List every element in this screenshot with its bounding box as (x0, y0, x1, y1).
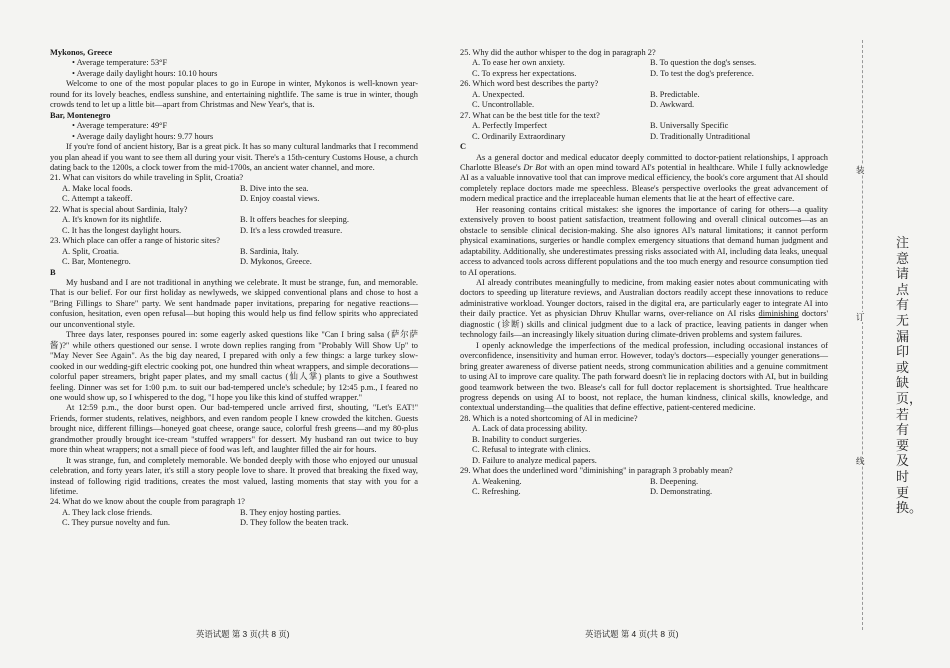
question-21-stem: 21. What can visitors do while traveling in Split, Croatia? (50, 173, 244, 183)
book-title: Dr Bot (523, 162, 547, 172)
right-column (460, 48, 828, 497)
question-23-options (50, 247, 418, 268)
option-c: C. Ordinarily Extraordinary (472, 131, 566, 141)
option-b: B. It offers beaches for sleeping. (240, 215, 349, 225)
option-a: A. Split, Croatia. (62, 246, 119, 256)
option-a: A. Weakening. (472, 476, 522, 486)
option-c: C. Bar, Montenegro. (62, 257, 131, 267)
option-b: B. Predictable. (650, 89, 700, 99)
option-d: D. Enjoy coastal views. (240, 194, 320, 204)
paragraph-text: AI already contributes meaningfully to medicine, from making easier notes about communicating with doctors to speeding up literature reviews, and Australian doctors readily accept these innovations to reduce administrative workload. Younger doctors, raised in the digital era, are particularly eager to integrate AI into their daily practice. Yet as physician Dhruv Khullar warns, over-reliance on AI risks (460, 277, 828, 319)
question-27-stem: 27. What can be the best title for the text? (460, 110, 600, 120)
option-d: D. Traditionally Untraditional (650, 131, 751, 141)
question-23-stem: 23. Which place can offer a range of historic sites? (50, 236, 220, 246)
option-d: D. They follow the beaten track. (240, 518, 349, 528)
option-c: C. Refusal to integrate with clinics. (472, 445, 591, 455)
dashed-cut-line (862, 40, 863, 630)
question-26-options (460, 90, 828, 111)
question-27-options (460, 121, 828, 142)
option-c: C. Refreshing. (472, 487, 521, 497)
option-d: D. It's a less crowded treasure. (240, 225, 343, 235)
option-c: C. Uncontrollable. (472, 100, 535, 110)
question-22-options (50, 215, 418, 236)
binding-mark-xian: 线 (856, 456, 865, 466)
bar-heading: Bar, Montenegro (50, 110, 111, 120)
option-c: C. It has the longest daylight hours. (62, 225, 182, 235)
mykonos-temperature: • Average temperature: 53°F (72, 58, 168, 68)
paragraph-text: doctors' diagnostic (诊断) skills and clinical judgment due to a lack of practice, leaving patients in danger when technology fails—an increasingly likely situation during climate-driven problems and system failures. (460, 309, 828, 340)
question-21-options (50, 184, 418, 205)
option-d: D. To test the dog's preference. (650, 68, 754, 78)
option-b: B. Universally Specific (650, 121, 729, 131)
option-b: B. Inability to conduct surgeries. (472, 434, 582, 444)
option-c: C. To express her expectations. (472, 68, 577, 78)
option-a: A. It's known for its nightlife. (62, 215, 162, 225)
question-25-options (460, 58, 828, 79)
mykonos-daylight: • Average daily daylight hours: 10.10 hours (72, 68, 218, 78)
option-b: B. Sardinia, Italy. (240, 246, 299, 256)
left-column (50, 48, 418, 529)
paragraph-text: As a general doctor and medical educator deeply committed to doctor-patient relationships, I approach Charlotte Blease's (460, 152, 828, 172)
option-d: D. Demonstrating. (650, 487, 713, 497)
binding-mark-ding: 订 (856, 312, 865, 322)
question-26-stem: 26. Which word best describes the party? (460, 79, 599, 89)
option-d: D. Failure to analyze medical papers. (472, 455, 597, 465)
passage-b-paragraph-1: My husband and I are not traditional in anything we celebrate. It must be strange, fun, and memorable. That is our belief. For our first holiday as newlyweds, we skipped conventional plans and chose to host a "Bring Fillings to Share" party. We sent handmade paper invitations, preparing for negative reactions—confusion, hesitation, even open refusal—but hoping this would help us find fellow spirits who appreciated our unconventional style. (50, 277, 418, 329)
option-a: A. To ease her own anxiety. (472, 58, 565, 68)
underlined-word: diminishing (758, 309, 799, 319)
option-a: A. Unexpected. (472, 89, 525, 99)
question-29-stem: 29. What does the underlined word "diminishing" in paragraph 3 probably mean? (460, 466, 733, 476)
passage-b-paragraph-3: At 12:59 p.m., the door burst open. Our bad-tempered uncle arrived first, shouting, "Let's EAT!" Friends, former students, relatives, neighbors, and even random people I knew crowded the kitchen. Guests brought nice, different fillings—honeyed goat cheese, orange sauce, colorful fresh greens—and my 80-plus grandmother proudly brought ice-cream "stuffed wrappers" for dessert. My husband ran out twice to buy more thin wheat wrappers; not a small piece of food was left, and laughter filled the air for hours. (50, 403, 418, 455)
passage-c-paragraph-2: Her reasoning contains critical mistakes: she ignores the importance of caring for others—a quality extensively proven to boost patient satisfaction, treatment following and overall clinical outcomes—as an obstacle to sensible clinical decision-making. She also ignores AI's natural limitations; it cannot perform physical examinations, surgeries or handle complex emergency situations that demand human judgment and adaptability. Additionally, she underestimates pressing risks associated with AI, including data leaks, unequal access to advanced tools across different populations and the too much energy and resource consumption tied to AI operations. (460, 204, 828, 277)
bar-temperature: • Average temperature: 49°F (72, 121, 168, 131)
option-c: C. They pursue novelty and fun. (62, 518, 171, 528)
question-29-options (460, 477, 828, 498)
mykonos-heading: Mykonos, Greece (50, 48, 113, 57)
binding-notice: 注意请点有无漏印或缺页，若有要及时更换。 (896, 236, 923, 517)
option-a: A. Perfectly Imperfect (472, 121, 548, 131)
passage-b-paragraph-2: Three days later, responses poured in: some eagerly asked questions like "Can I bring salsa (萨尔萨酱)?" while others questioned our sense. I wrote down replies ranging from "Probably Will Show Up" to "May Never See Again". As the big day neared, I prepared with only a few things: a large turkey slow-cooked in our wedding-gift electric cooking pot, one hundred thin wheat wrappers, and simple decorations—colorful paper streamers, bright paper plates, and my small cactus (仙人掌) plants to give a Southwest feeling. Dinner was set for 1:00 p.m. to suit our bad-tempered uncle's schedule; by 12:45 p.m., I feared no one would show up, so I whispered to the dog, "I hope you like this kind of stuffed wrapper." (50, 330, 418, 402)
passage-b-paragraph-4: It was strange, fun, and completely memorable. We bonded deeply with those who enjoyed our unusual celebration, and forty years later, it's still a story people love to share. It proved that breaking the fixed way, instead of following rigid traditions, creates the most valued, lasting moments that stay with you for a lifetime. (50, 455, 418, 497)
option-b: B. To question the dog's senses. (650, 58, 757, 68)
binding-mark-zhuang: 装 (856, 165, 865, 175)
section-c-heading: C (460, 142, 467, 152)
mykonos-paragraph: Welcome to one of the most popular places to go in Europe in winter, Mykonos is well-known year-round for its lovely beaches, endless sunshine, and entertaining nightlife. The same is true in winter, though crowds tend to let up a little bit—apart from Christmas and New Year's, that is. (50, 79, 418, 110)
option-a: A. Make local foods. (62, 183, 133, 193)
option-d: D. Mykonos, Greece. (240, 257, 312, 267)
page-footer-right: 英语试题 第 4 页(共 8 页) (585, 629, 679, 639)
option-a: A. Lack of data processing ability. (472, 424, 588, 434)
bar-daylight: • Average daily daylight hours: 9.77 hours (72, 131, 214, 141)
passage-c-paragraph-3 (460, 278, 828, 341)
option-b: B. Deepening. (650, 476, 699, 486)
question-28-stem: 28. Which is a noted shortcoming of AI in medicine? (460, 413, 638, 423)
passage-c-paragraph-1 (460, 153, 828, 205)
question-28-options (460, 424, 828, 466)
question-25-stem: 25. Why did the author whisper to the dog in paragraph 2? (460, 48, 656, 57)
page-footer-left: 英语试题 第 3 页(共 8 页) (196, 629, 290, 639)
question-24-stem: 24. What do we know about the couple from paragraph 1? (50, 497, 245, 507)
passage-c-paragraph-4: I openly acknowledge the imperfections of the medical profession, including occasional instances of overconfidence, insensitivity and human error. However, today's doctors—especially younger generations—bring greater awareness of diverse patient needs, strong communication abilities and a genuine commitment to using AI to improve care quality. The path forward doesn't lie in replacing doctors with AI, but in building good teamwork between the two. Blease's call for full doctor replacement is shortsighted. True healthcare progress depends on using AI to boost, not replace, the human kindness, clinical skills, knowledge, and contextual understanding—the qualities that define effective, patient-centered medicine. (460, 340, 828, 413)
bar-paragraph: If you're fond of ancient history, Bar is a great pick. It has so many cultural landmarks that I recommend you plan ahead if you want to see them all during your visit. There's a 15th-century Customs House, a church dating back to the 1200s, a clock tower from the mid-1700s, an ancient water channel, and more. (50, 142, 418, 172)
question-22-stem: 22. What is special about Sardinia, Italy? (50, 204, 188, 214)
binding-line (856, 0, 870, 668)
paragraph-text: with an open mind toward AI's potential in healthcare. While I fully acknowledge AI as a valuable innovative tool that can improve medical efficiency, the book's core argument that AI should completely replace doctors made me speechless. Blease's perspective overlooks the great advancement of modern medical practice and the irreplaceable human elements that lie at the heart of effective care. (460, 162, 828, 204)
option-d: D. Awkward. (650, 100, 695, 110)
option-c: C. Attempt a takeoff. (62, 194, 133, 204)
section-b-heading: B (50, 267, 56, 277)
option-b: B. They enjoy hosting parties. (240, 507, 341, 517)
question-24-options (50, 508, 418, 529)
option-b: B. Dive into the sea. (240, 183, 309, 193)
option-a: A. They lack close friends. (62, 507, 153, 517)
